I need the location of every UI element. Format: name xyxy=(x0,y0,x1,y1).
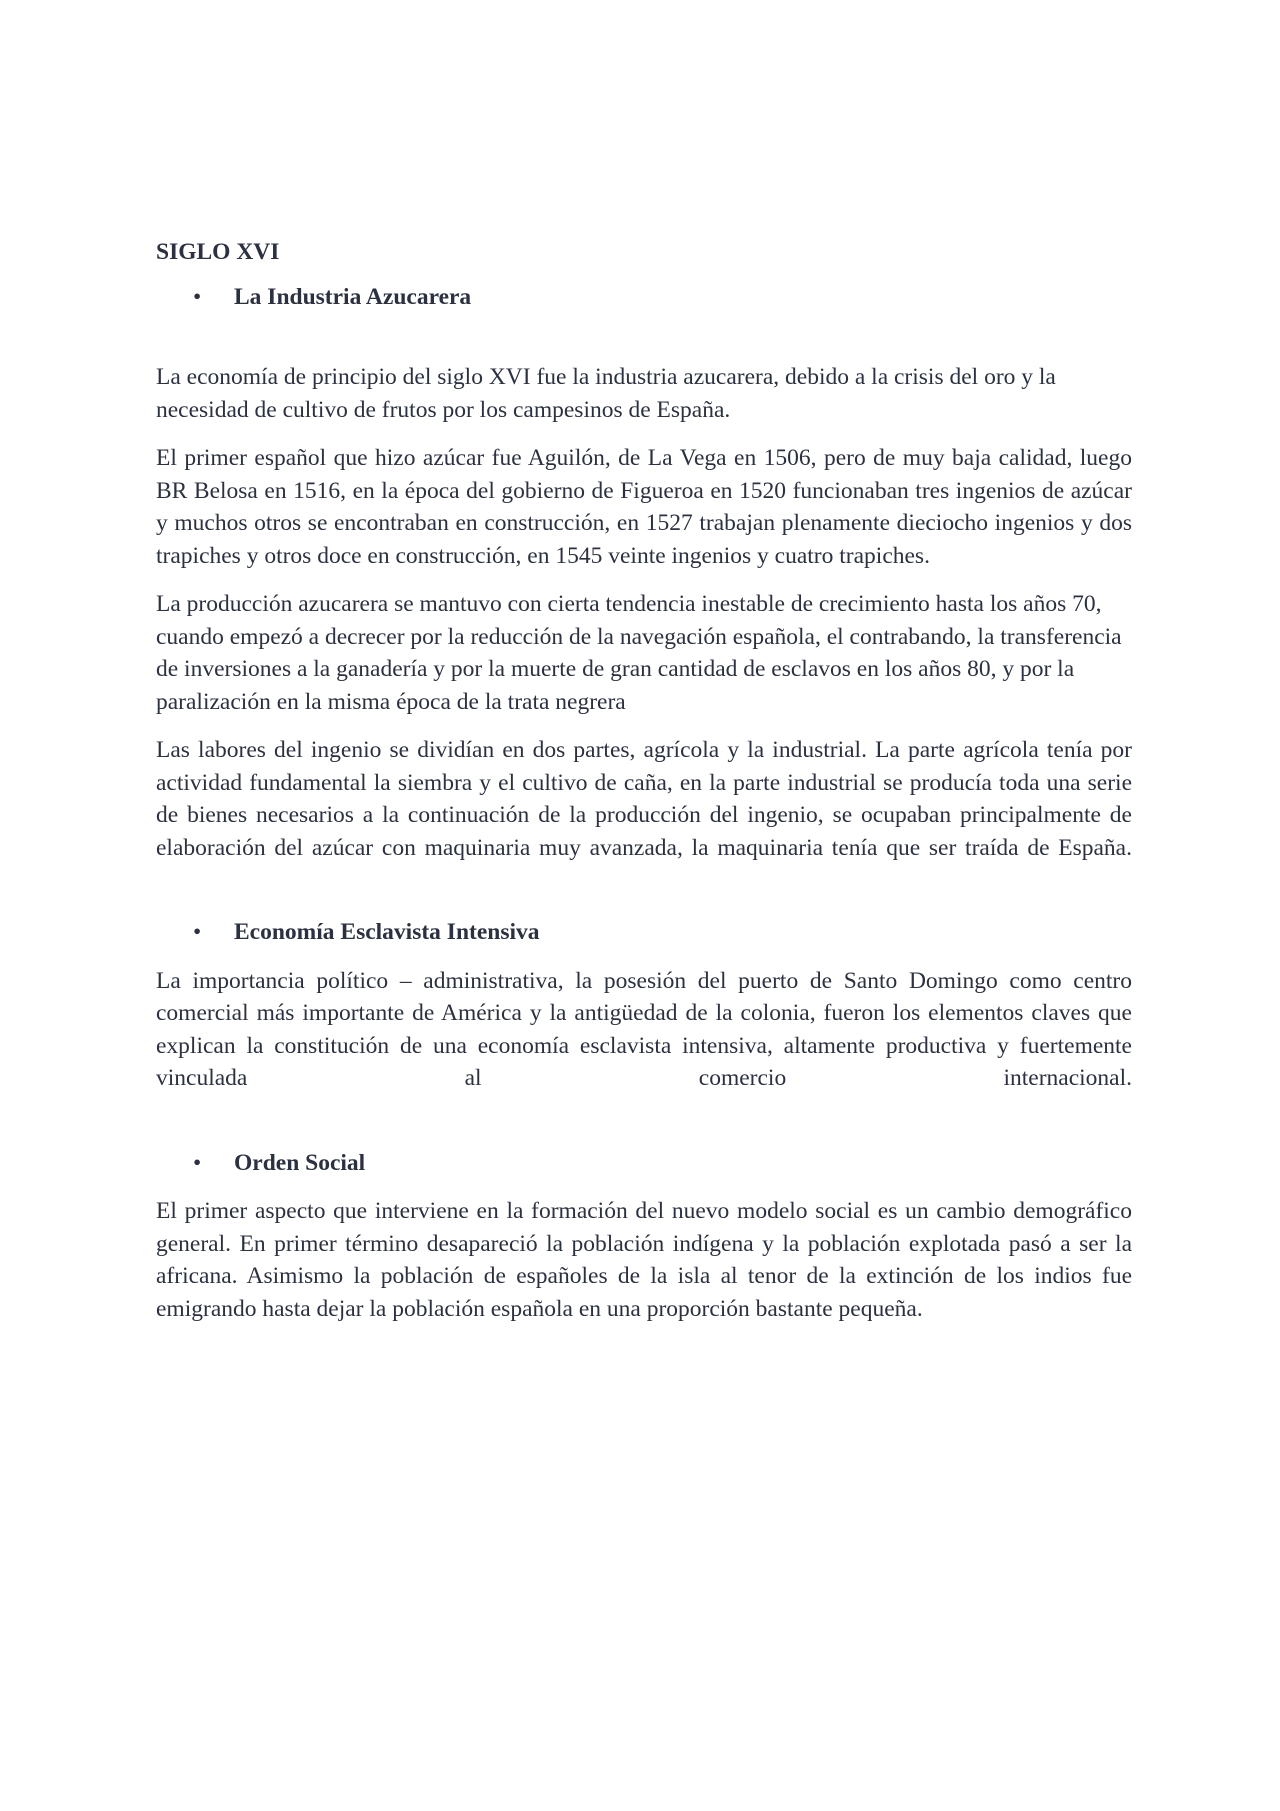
section-heading-text: Economía Esclavista Intensiva xyxy=(234,919,540,945)
bullet-icon: • xyxy=(193,919,202,945)
section-heading-orden-social xyxy=(156,1147,1132,1180)
paragraph: La producción azucarera se mantuvo con cierta tendencia inestable de crecimiento hasta los años 70, cuando empezó a decrecer por la reducción de la navegación española, el contrabando, la transferencia de inversiones a la ganadería y por la muerte de gran cantidad de esclavos en los años 80, y por la paralización en la misma época de la trata negrera xyxy=(156,591,1122,715)
bullet-icon: • xyxy=(193,283,202,310)
section-heading-industria-azucarera xyxy=(156,281,1132,314)
paragraph: El primer aspecto que interviene en la formación del nuevo modelo social es un cambio demográfico general. En primer término desapareció la población indígena y la población explotada pasó a ser la africana. Asimismo la población de españoles de la isla al tenor de la extinción de los indios fue emigrando hasta dejar la población española en una proporción bastante pequeña. xyxy=(156,1198,1132,1322)
section-heading-economia-esclavista xyxy=(156,916,1132,949)
paragraph: El primer español que hizo azúcar fue Aguilón, de La Vega en 1506, pero de muy baja calidad, luego BR Belosa en 1516, en la época del gobierno de Figueroa en 1520 funcionaban tres ingenios de azúcar y muchos otros se encontraban en construcción, en 1527 trabajan plenamente dieciocho ingenios y dos trapiches y otros doce en construcción, en 1545 veinte ingenios y cuatro trapiches. xyxy=(156,445,1132,569)
paragraph: La importancia político – administrativa, la posesión del puerto de Santo Domingo como centro comercial más importante de América y la antigüedad de la colonia, fueron los elementos claves que explican la constitución de una economía esclavista intensiva, altamente productiva y fuertemente vinculada al comercio internacional. xyxy=(156,967,1132,1091)
document-body xyxy=(156,236,1132,1341)
bullet-icon: • xyxy=(193,1149,202,1176)
section-heading-text: Orden Social xyxy=(234,1149,366,1176)
document-title: SIGLO XVI xyxy=(156,239,280,265)
paragraph: La economía de principio del siglo XVI fue la industria azucarera, debido a la crisis del oro y la necesidad de cultivo de frutos por los campesinos de España. xyxy=(156,364,1056,423)
paragraph: Las labores del ingenio se dividían en dos partes, agrícola y la industrial. La parte agrícola tenía por actividad fundamental la siembra y el cultivo de caña, en la parte industrial se producía toda una serie de bienes necesarios a la continuación de la producción del ingenio, se ocupaban principalmente de elaboración del azúcar con maquinaria muy avanzada, la maquinaria tenía que ser traída de España. xyxy=(156,737,1132,861)
section-heading-text: La Industria Azucarera xyxy=(234,283,472,310)
